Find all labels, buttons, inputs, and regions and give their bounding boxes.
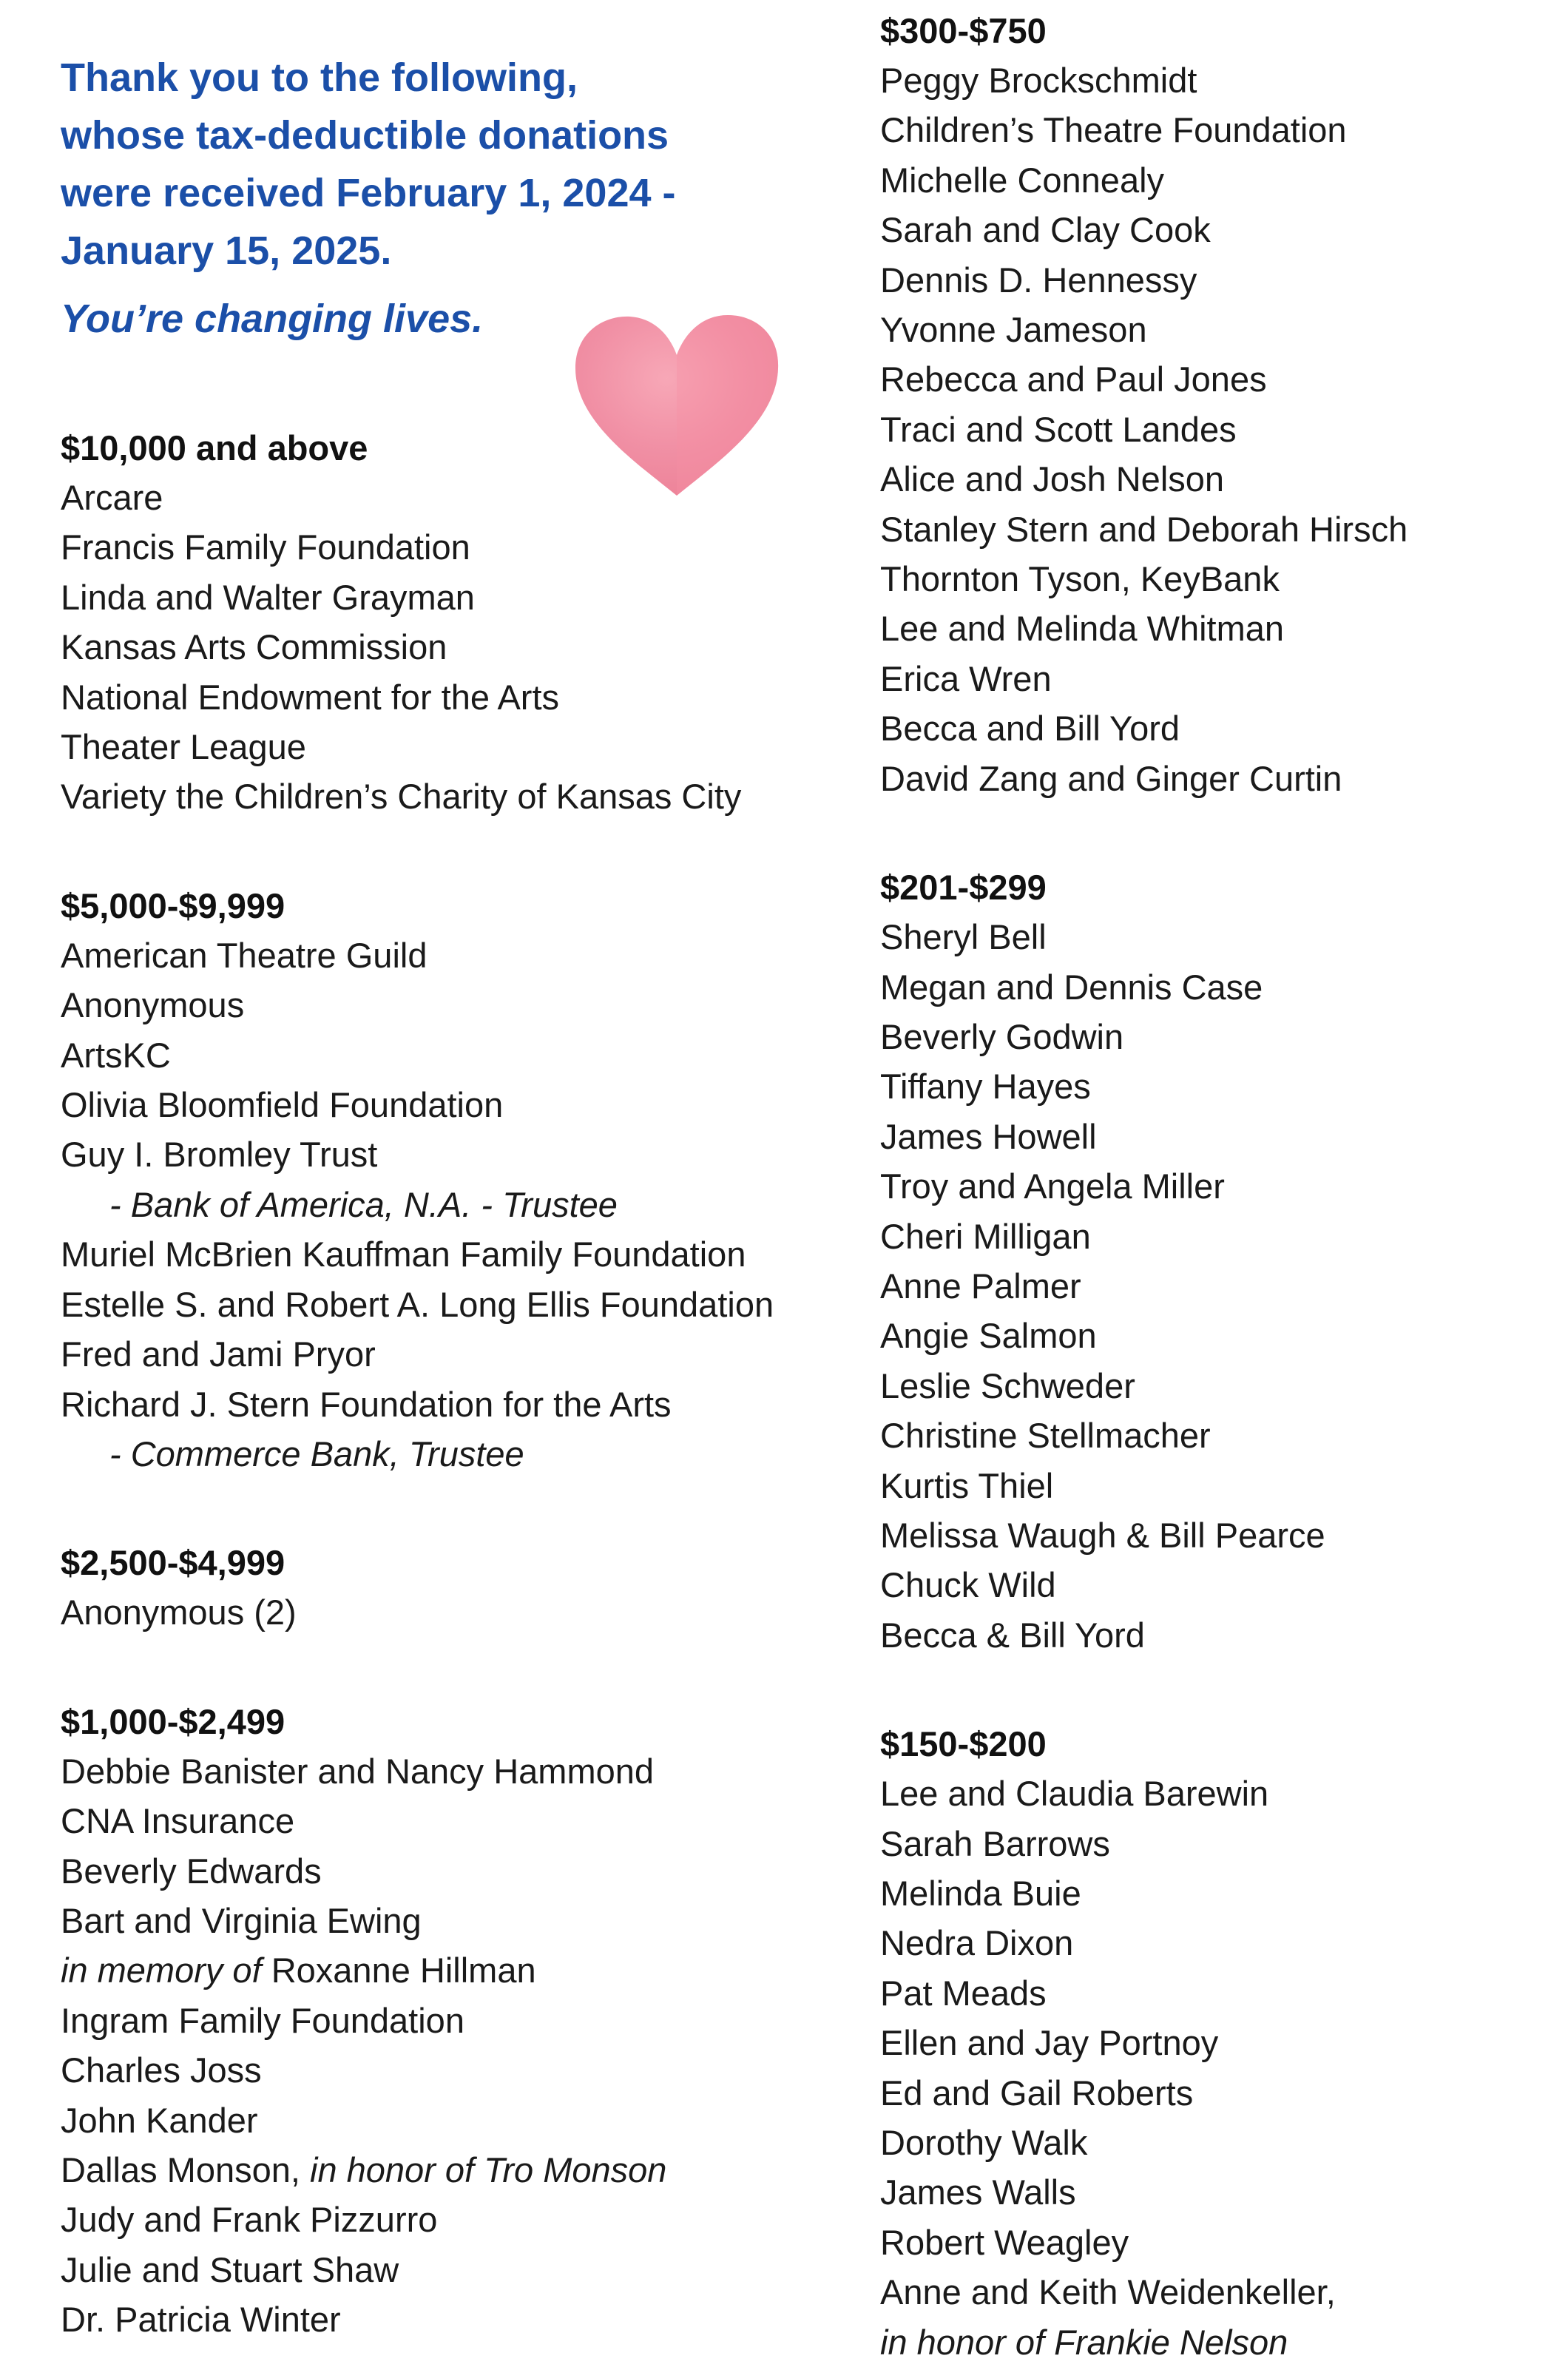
heart-icon: [570, 311, 784, 497]
donor-name: Julie and Stuart Shaw: [61, 2249, 399, 2289]
donor-name: Kansas Arts Commission: [61, 627, 447, 667]
intro-line: Thank you to the following,: [61, 55, 578, 100]
right-column: [880, 0, 1546, 2367]
donor-name: Kurtis Thiel: [880, 1465, 1054, 1505]
donor-name: Peggy Brockschmidt: [880, 61, 1197, 100]
trustee-note: - Commerce Bank, Trustee: [109, 1434, 524, 1473]
donor-name: James Howell: [880, 1116, 1097, 1156]
donor-name: Anne and Keith Weidenkeller,: [880, 2272, 1336, 2312]
section-heading: $1,000-$2,499: [61, 1701, 285, 1741]
donor-name: Becca and Bill Yord: [880, 709, 1180, 749]
donor-name: Anonymous (2): [61, 1593, 297, 1632]
donor-name: James Walls: [880, 2172, 1076, 2212]
donor-name: CNA Insurance: [61, 1801, 295, 1841]
donor-name: Beverly Edwards: [61, 1851, 322, 1891]
donor-name: Thornton Tyson, KeyBank: [880, 559, 1280, 599]
donor-name: Melissa Waugh & Bill Pearce: [880, 1515, 1325, 1555]
donor-name: National Endowment for the Arts: [61, 677, 560, 717]
donor-name: Cheri Milligan: [880, 1216, 1091, 1256]
section-300-750: [880, 6, 1546, 803]
honor-note: in honor of Tro Monson: [310, 2150, 667, 2189]
donor-name: Christine Stellmacher: [880, 1416, 1211, 1456]
donor-name: Melinda Buie: [880, 1874, 1081, 1913]
donor-name: Becca & Bill Yord: [880, 1615, 1145, 1655]
section-201-299: [880, 862, 1546, 1660]
donor-name: Linda and Walter Grayman: [61, 577, 475, 617]
section-heading: $10,000 and above: [61, 428, 368, 467]
donor-name: Arcare: [61, 478, 163, 517]
donor-name: Ed and Gail Roberts: [880, 2073, 1194, 2113]
donor-name: Bart and Virginia Ewing: [61, 1900, 422, 1940]
intro-line: were received February 1, 2024 -: [61, 171, 676, 215]
section-heading: $2,500-$4,999: [61, 1543, 285, 1583]
donor-name: Megan and Dennis Case: [880, 967, 1263, 1007]
section-150-200: [880, 1719, 1546, 2367]
donor-name: Estelle S. and Robert A. Long Ellis Foundation: [61, 1284, 774, 1324]
donor-name: Francis Family Foundation: [61, 527, 470, 567]
donor-name: Robert Weagley: [880, 2222, 1129, 2262]
donor-name: Variety the Children’s Charity of Kansas City: [61, 777, 742, 817]
section-1000-2499: [61, 1697, 837, 2345]
donor-name: Ellen and Jay Portnoy: [880, 2023, 1219, 2063]
donor-name: Michelle Connealy: [880, 160, 1165, 200]
donor-name: Dorothy Walk: [880, 2123, 1088, 2163]
intro-line: January 15, 2025.: [61, 229, 392, 273]
section-heading: $201-$299: [880, 868, 1047, 908]
donor-name: Ingram Family Foundation: [61, 2000, 464, 2040]
donor-name: Richard J. Stern Foundation for the Arts: [61, 1384, 672, 1424]
memorial-prefix: in memory of: [61, 1951, 262, 1990]
donor-name: Rebecca and Paul Jones: [880, 359, 1267, 399]
donor-name: Theater League: [61, 727, 306, 767]
donor-name: Stanley Stern and Deborah Hirsch: [880, 509, 1408, 549]
donor-name: Pat Meads: [880, 1973, 1047, 2013]
donor-name: Judy and Frank Pizzurro: [61, 2200, 438, 2240]
donor-name: ArtsKC: [61, 1035, 171, 1075]
intro-line: whose tax-deductible donations: [61, 113, 669, 158]
donor-name: Alice and Josh Nelson: [880, 459, 1225, 499]
donor-name: Debbie Banister and Nancy Hammond: [61, 1751, 655, 1791]
section-heading: $150-$200: [880, 1724, 1047, 1764]
memorial-entry: [61, 1945, 837, 1995]
donor-name: Fred and Jami Pryor: [61, 1334, 376, 1374]
memorial-name: Roxanne Hillman: [271, 1951, 536, 1990]
donor-name: Sarah and Clay Cook: [880, 210, 1211, 250]
donor-name: Muriel McBrien Kauffman Family Foundation: [61, 1235, 746, 1274]
donor-name: David Zang and Ginger Curtin: [880, 758, 1342, 798]
section-5000-9999: [61, 881, 837, 1479]
donor-name: Dennis D. Hennessy: [880, 260, 1197, 300]
donor-name: Olivia Bloomfield Foundation: [61, 1085, 504, 1125]
donor-name: Angie Salmon: [880, 1316, 1097, 1356]
section-2500-4999: [61, 1538, 837, 1637]
donor-name: Sarah Barrows: [880, 1823, 1110, 1863]
donor-name: Leslie Schweder: [880, 1365, 1135, 1405]
donor-name: Beverly Godwin: [880, 1016, 1124, 1056]
tagline: You’re changing lives.: [61, 297, 484, 341]
donor-name: Anonymous: [61, 985, 245, 1025]
donor-name: Charles Joss: [61, 2050, 262, 2090]
donor-name: Traci and Scott Landes: [880, 409, 1237, 449]
honor-entry: [61, 2145, 837, 2195]
donor-name: Dallas Monson,: [61, 2150, 300, 2189]
section-heading: $300-$750: [880, 11, 1047, 50]
section-heading: $5,000-$9,999: [61, 885, 285, 925]
donor-name: Anne Palmer: [880, 1266, 1081, 1306]
donor-name: Lee and Claudia Barewin: [880, 1774, 1269, 1814]
donor-name: Chuck Wild: [880, 1565, 1056, 1605]
donor-name: Troy and Angela Miller: [880, 1166, 1225, 1206]
donor-name: Lee and Melinda Whitman: [880, 609, 1285, 649]
donor-name: Sheryl Bell: [880, 917, 1047, 957]
donor-name: Children’s Theatre Foundation: [880, 110, 1347, 150]
donor-name: Yvonne Jameson: [880, 310, 1147, 350]
donor-name: Nedra Dixon: [880, 1923, 1074, 1963]
trustee-note: - Bank of America, N.A. - Trustee: [109, 1184, 618, 1224]
donor-name: Tiffany Hayes: [880, 1067, 1091, 1107]
honor-note: in honor of Frankie Nelson: [880, 2322, 1288, 2362]
thank-you-intro: [61, 49, 837, 280]
donor-name: John Kander: [61, 2100, 258, 2140]
donor-name: American Theatre Guild: [61, 935, 428, 975]
donor-name: Guy I. Bromley Trust: [61, 1135, 378, 1175]
donor-name: Dr. Patricia Winter: [61, 2300, 341, 2340]
donor-name: Erica Wren: [880, 658, 1052, 698]
